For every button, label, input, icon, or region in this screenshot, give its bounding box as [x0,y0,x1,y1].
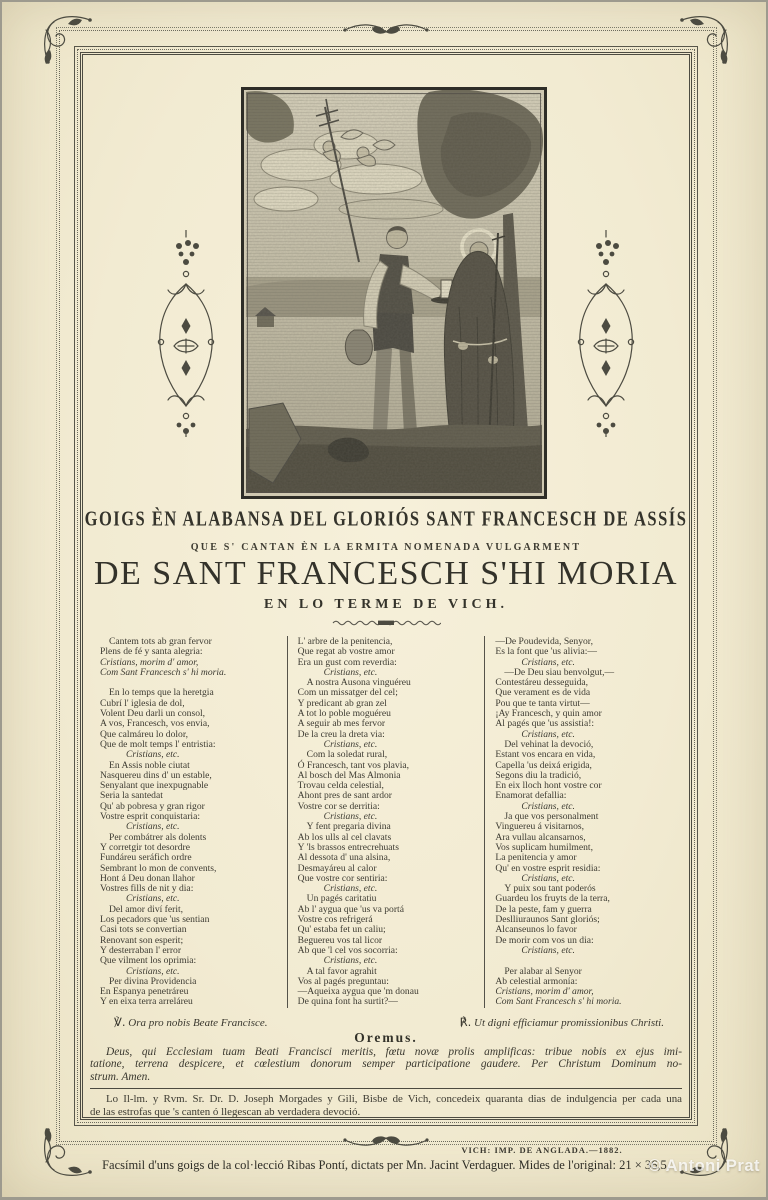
response: ℟. Ut digni efficiamur promissionibus Christi. [459,1015,664,1029]
text-line: Vostre esprit conquistaria: [100,811,201,823]
copyright-watermark: © Antoni Prat [648,1157,760,1175]
title-line2: QUE S' CANTAN ÈN LA ERMITA NOMENADA VULGARMENT [190,542,582,553]
text-line: Estant vos encara en vida, [495,749,596,761]
text-line: Cristians, etc. [521,656,575,668]
corner-flourish-icon [678,10,734,66]
text-line: Cristians, etc. [323,955,378,967]
text-line: Per combátrer als dolents [109,831,207,843]
text-line: De quina font ha surtit?— [297,996,398,1008]
text-line: Contestáreu desseguida, [495,677,589,689]
text-line: Ab celestial armonía: [495,975,578,987]
text-line: Enamorat defallia: [495,790,567,802]
squiggle-divider-icon [331,618,441,628]
text-line: de las estrofas que 's canten ó llegescan ab verdadera devoció. [90,1105,361,1118]
text-line: strum. Amen. [90,1070,151,1083]
text-line: De la peste, fam y guerra [495,903,592,915]
text-line: Que vilment los oprimia: [100,955,197,967]
text-line: En lo temps que la heretgia [109,687,214,699]
text-line: Y fent pregaria divina [306,821,391,833]
text-line: Cristians, etc. [521,944,575,956]
text-line: Per alabar al Senyor [504,965,582,977]
text-line: En Assis noble ciutat [109,759,190,771]
indulgence-note [90,1093,682,1118]
text-line: Que calmáreu lo dolor, [100,728,189,740]
corner-flourish-icon [38,10,94,66]
text-line: Y corretgir tot desordre [100,841,190,853]
woodcut-engraving-saint-francis [241,87,547,499]
text-line: Beguereu vos tal licor [297,934,383,946]
oremus-heading: Oremus. [354,1030,418,1045]
text-line: Vostres fills de nit y dia: [100,883,194,895]
text-line: Al bosch del Mas Almonia [297,769,401,781]
text-line: Cristians, morim d' amor, [100,656,199,668]
goigs-sheet [2,2,766,1197]
text-line: Hont á Deu donan llahor [100,872,195,884]
text-line: Los pecadors que 'us sentian [100,914,210,926]
text-line: Plens de fé y santa alegria: [100,646,203,658]
text-line: Cristians, etc. [323,738,378,750]
text-line: Que de molt temps l' entristia: [100,738,216,750]
text-line: Ahont pres de sant ardor [297,790,392,802]
text-line: Vos suplicam humilment, [495,841,593,853]
text-line: Nasquereu dins d' un estable, [100,769,212,781]
text-line: Guardeu los fruyts de la terra, [495,893,610,905]
text-line: Y en eixa terra arreláreu [100,996,193,1008]
text-line: Qu' ab pobresa y gran rigor [100,800,205,812]
text-line: Un pagés caritatiu [306,893,377,905]
text-line: Que regat ab vostre amor [297,646,395,658]
text-line: Cristians, morim d' amor, [495,986,594,998]
text-line: De la creu la dreta via: [297,728,385,740]
text-line: A seguir ab mes fervor [297,718,386,730]
text-line: Cristians, etc. [323,883,378,895]
text-line: De morir com vos un dia: [495,934,594,946]
edge-flourish-icon [341,20,431,38]
versicle: ℣. Ora pro nobis Beate Francisce. [114,1015,268,1029]
text-line: La penitencia y amor [495,852,577,864]
text-line: Vinguereu á visitarnos, [495,821,585,833]
text-line: Que verament es de vida [495,687,591,699]
text-line: A tal favor agrahit [306,965,377,977]
text-line: Del amor diví ferit, [109,903,184,915]
text-line: Trovau celda celestial, [297,780,384,792]
text-line: Renovant son esperit; [100,934,184,946]
text-line: Cristians, etc. [323,811,378,823]
text-line: Qu' estaba fet un caliu; [297,924,386,936]
title-subtitle: EN LO TERME DE VICH. [263,597,508,612]
text-line: Es la font que 'us alivia:— [495,646,597,658]
text-line: —De Poudevida, Senyor, [495,636,594,647]
text-line: Com la soledat rural, [306,749,388,761]
text-line: Al dessota d' una alsina, [297,852,391,864]
text-line: Ab l' aygua que 'us va portá [297,903,404,915]
text-line: Segons diu la tradició, [495,769,582,781]
versicle-symbol: ℣. [114,1015,126,1029]
text-line: Seria la santedat [100,790,163,802]
text-line: Qu' en vostre esprit residia: [495,862,601,874]
side-cartouche-ornament-icon [568,230,644,437]
text-line: En Espanya penetráreu [100,986,189,998]
text-line: Com Sant Francesch s' hi moria. [100,666,227,678]
text-line: Capella 'us deixá erigida, [495,759,592,771]
text-line: —Aqueixa aygua que 'm donau [297,986,419,998]
text-line: Lo Il-lm. y Rvm. Sr. Dr. D. Joseph Morgades y Gili, Bisbe de Vich, concedeix quaranta dias de indulgencia per cada una [106,1093,682,1105]
text-line: Era un gust com reverdia: [297,656,397,668]
text-line: Volent Deu darli un consol, [100,708,206,720]
verse-column-3 [485,636,682,1008]
edge-flourish-icon [341,1132,431,1150]
text-line: Vos al pagés preguntau: [297,975,389,987]
corner-flourish-icon [38,1126,94,1182]
text-line: L' arbre de la penitencia, [297,636,393,647]
text-line: En eix lloch hont vostre cor [495,780,602,792]
text-line: Cristians, etc. [521,800,575,812]
text-line: A nostra Ausona vinguéreu [306,677,411,689]
verse-column-2 [288,636,485,1008]
facsimile-caption: Facsímil d'uns goigs de la col·lecció Ribas Pontí, dictats per Mn. Jacint Verdaguer. Mides de l'original: 21 × 36,5. [102,1158,670,1172]
text-line: Ó Francesch, tant vos plavia, [297,759,410,771]
verse-columns [90,636,682,1008]
verse-column-1 [90,636,287,1008]
text-line: Alcanseunos lo favor [495,924,577,936]
title-line1: GOIGS ÈN ALABANSA DEL GLORIÓS SANT FRANCESCH DE ASSÍS [84,506,688,531]
text-line: Ara vullau alcansarnos, [495,831,586,843]
text-line: Del vehinat la devoció, [504,738,594,750]
text-line: tatione, terrena despicere, et cœlestium donorum semper participatione gaudere. Per Christum Dominum no- [90,1058,682,1071]
text-line: Vostre cos refrigerá [297,914,373,926]
latin-prayer [90,1046,682,1083]
text-line: A vos, Francesch, vos envia, [100,718,210,730]
text-line: Cubrí l' iglesia de dol, [100,697,185,709]
text-line: Ab los ulls al cel clavats [297,831,392,843]
text-line: Cristians, etc. [521,872,575,884]
text-line: Y predicant ab gran zel [297,697,387,709]
text-line: Y 'ls brassos entrecrehuats [297,841,399,853]
side-cartouche-ornament-icon [148,230,224,437]
text-line: Cantem tots ab gran fervor [109,636,212,647]
text-line: Cristians, etc. [521,728,575,740]
text-line: Cristians, etc. [323,666,378,678]
text-line: —De Deu siau benvolgut,— [504,666,615,678]
text-line: Y desterraban l' error [100,944,182,956]
response-symbol: ℟. [459,1015,472,1029]
text-line: Ab que 'l cel vos socorria: [297,944,398,956]
text-line: ¡Ay Francesch, y quin amor [495,708,602,720]
versicle-response-row [90,1015,682,1029]
printer-imprint: VICH: IMP. DE ANGLADA.—1882. [461,1145,623,1155]
text-line: Pou que te tanta virtut— [495,697,590,709]
text-line: Que vostre cor sentiria: [297,872,388,884]
text-line: Cristians, etc. [126,965,180,977]
text-line: Y puix sou tant poderós [504,883,596,895]
stanza-gap [495,956,676,966]
text-line: Al pagés que 'us assistia!: [495,718,595,730]
page-title: DE SANT FRANCESCH S'HI MORIA [93,555,679,592]
text-line: Ja que vos personalment [504,811,599,823]
text-line: Deslliuraunos Sant gloriós; [495,914,600,926]
text-line: Vostre cor se derritia: [297,800,380,812]
text-line: Casi tots se convertian [100,924,187,936]
text-line: Cristians, etc. [126,749,180,761]
text-line: Com Sant Francesch s' hi moria. [495,996,622,1008]
text-line: Per divina Providencia [109,975,197,987]
text-line: Cristians, etc. [126,821,180,833]
text-line: Sembrant lo mon de convents, [100,862,217,874]
text-line: Cristians, etc. [126,893,180,905]
text-line: A tot lo poble moguéreu [297,708,391,720]
text-line: Desmayáreu al calor [297,862,377,874]
text-line: Deus, qui Ecclesiam tuam Beati Francisci meritis, fœtu novæ prolis amplificas: tribue nobis ex ejus imi- [106,1046,682,1058]
text-line: Com un missatger del cel; [297,687,398,699]
text-line: Fundáreu seráfich ordre [100,852,192,864]
text-line: Senyalant que inexpugnable [100,780,209,792]
horizontal-rule [90,1088,682,1089]
